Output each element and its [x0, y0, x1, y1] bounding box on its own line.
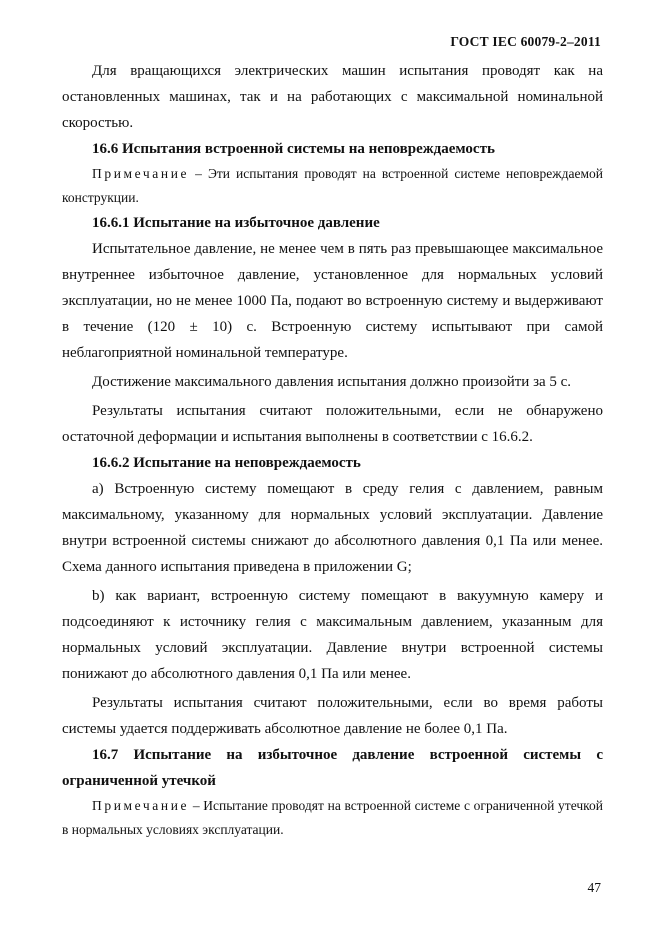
- document-header: ГОСТ IEC 60079-2–2011: [450, 34, 601, 49]
- heading-16-6: 16.6 Испытания встроенной системы на неповреждаемость: [92, 141, 495, 157]
- note-label: Примечание: [92, 798, 190, 813]
- page-number: 47: [587, 880, 601, 895]
- paragraph-results-deformation: Результаты испытания считают положительными, если не обнаружено остаточной деформации и испытания выполнены в соответствии с 16.6.2.: [62, 403, 603, 445]
- paragraph-test-pressure: Испытательное давление, не менее чем в пять раз превышающее максимальное внутреннее избыточное давление, установленное для нормальных условий эксплуатации, но не менее 1000 Па, подают во встроенную систему и выдерживают в течение (120 ± 10) с. Встроенную систему испытывают при самой неблагоприятной номинальной температуре.: [62, 241, 603, 361]
- paragraph-results-helium: Результаты испытания считают положительными, если во время работы системы удается поддерживать абсолютное давление не более 0,1 Па.: [62, 695, 603, 737]
- heading-16-6-1: 16.6.1 Испытание на избыточное давление: [92, 215, 380, 231]
- paragraph-rotating-machines: Для вращающихся электрических машин испытания проводят как на остановленных машинах, так и на работающих с максимальной номинальной скоростью.: [62, 63, 603, 131]
- paragraph-item-b: b) как вариант, встроенную систему помещают в вакуумную камеру и подсоединяют к источнику гелия с максимальным давлением, указанным для нормальных условий эксплуатации. Давление внутри встроенной системы понижают до абсолютного давления 0,1 Па или менее.: [62, 588, 603, 682]
- paragraph-item-a: а) Встроенную систему помещают в среду гелия с давлением, равным максимальному, указанному для нормальных условий эксплуатации. Давление внутри встроенной системы снижают до абсолютного давления 0,1 Па или менее. Схема данного испытания приведена в приложении G;: [62, 481, 603, 575]
- heading-16-7: 16.7 Испытание на избыточное давление встроенной системы с ограниченной утечкой: [62, 747, 603, 789]
- note-text: – Испытание проводят на встроенной системе с ограниченной утечкой в нормальных условиях эксплуатации.: [62, 798, 603, 837]
- note-16-6: [62, 162, 603, 210]
- heading-16-6-2: 16.6.2 Испытание на неповреждаемость: [92, 455, 361, 471]
- document-body: [62, 58, 603, 842]
- note-text: – Эти испытания проводят на встроенной системе неповреждаемой конструкции.: [62, 166, 603, 205]
- note-16-7: [62, 794, 603, 842]
- note-label: Примечание: [92, 166, 190, 181]
- paragraph-max-pressure-time: Достижение максимального давления испытания должно произойти за 5 с.: [92, 374, 572, 390]
